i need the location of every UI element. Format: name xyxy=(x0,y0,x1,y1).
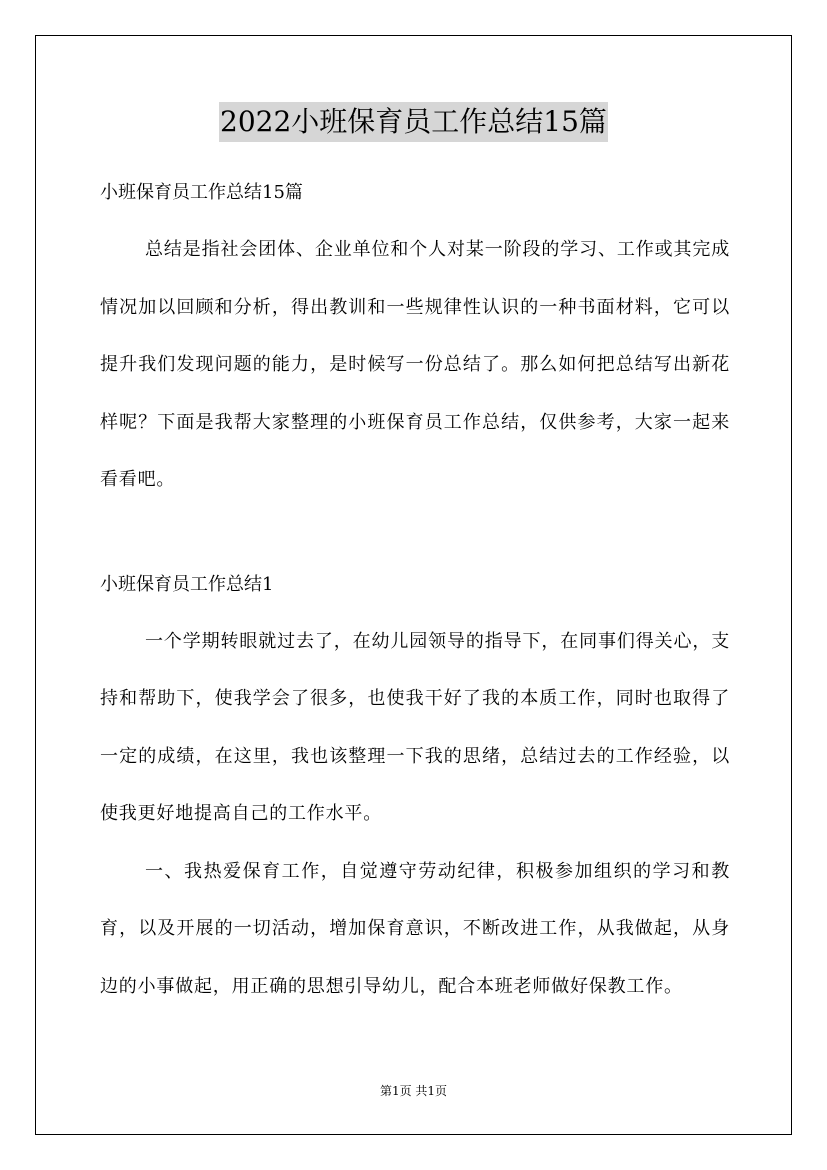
section1-heading: 小班保育员工作总结1 xyxy=(100,573,274,595)
spacer xyxy=(100,603,730,613)
document-title xyxy=(0,102,827,142)
section1-paragraph-2: 一、我热爱保育工作，自觉遵守劳动纪律，积极参加组织的学习和教育，以及开展的一切活动，增加保育意识，不断改进工作，从我做起，从身边的小事做起，用正确的思想引导幼儿，配合本班老师做好保教工作。 xyxy=(100,860,730,997)
spacer xyxy=(100,509,730,567)
page-footer: 第1页 共1页 xyxy=(379,1084,448,1098)
section1-paragraph-1: 一个学期转眼就过去了，在幼儿园领导的指导下，在同事们得关心，支持和帮助下，使我学会了很多，也使我干好了我的本质工作，同时也取得了一定的成绩，在这里，我也该整理一下我的思绪，总结过去的工作经验，以使我更好地提高自己的工作水平。 xyxy=(100,630,730,824)
intro-paragraph: 总结是指社会团体、企业单位和个人对某一阶段的学习、工作或其完成情况加以回顾和分析，得出教训和一些规律性认识的一种书面材料，它可以提升我们发现问题的能力，是时候写一份总结了。那么如何把总结写出新花样呢？下面是我帮大家整理的小班保育员工作总结，仅供参考，大家一起来看看吧。 xyxy=(100,239,730,490)
intro-heading: 小班保育员工作总结15篇 xyxy=(100,182,303,203)
document-body xyxy=(100,175,730,1015)
spacer xyxy=(100,211,730,221)
document-title-text: 2022小班保育员工作总结15篇 xyxy=(219,102,608,142)
